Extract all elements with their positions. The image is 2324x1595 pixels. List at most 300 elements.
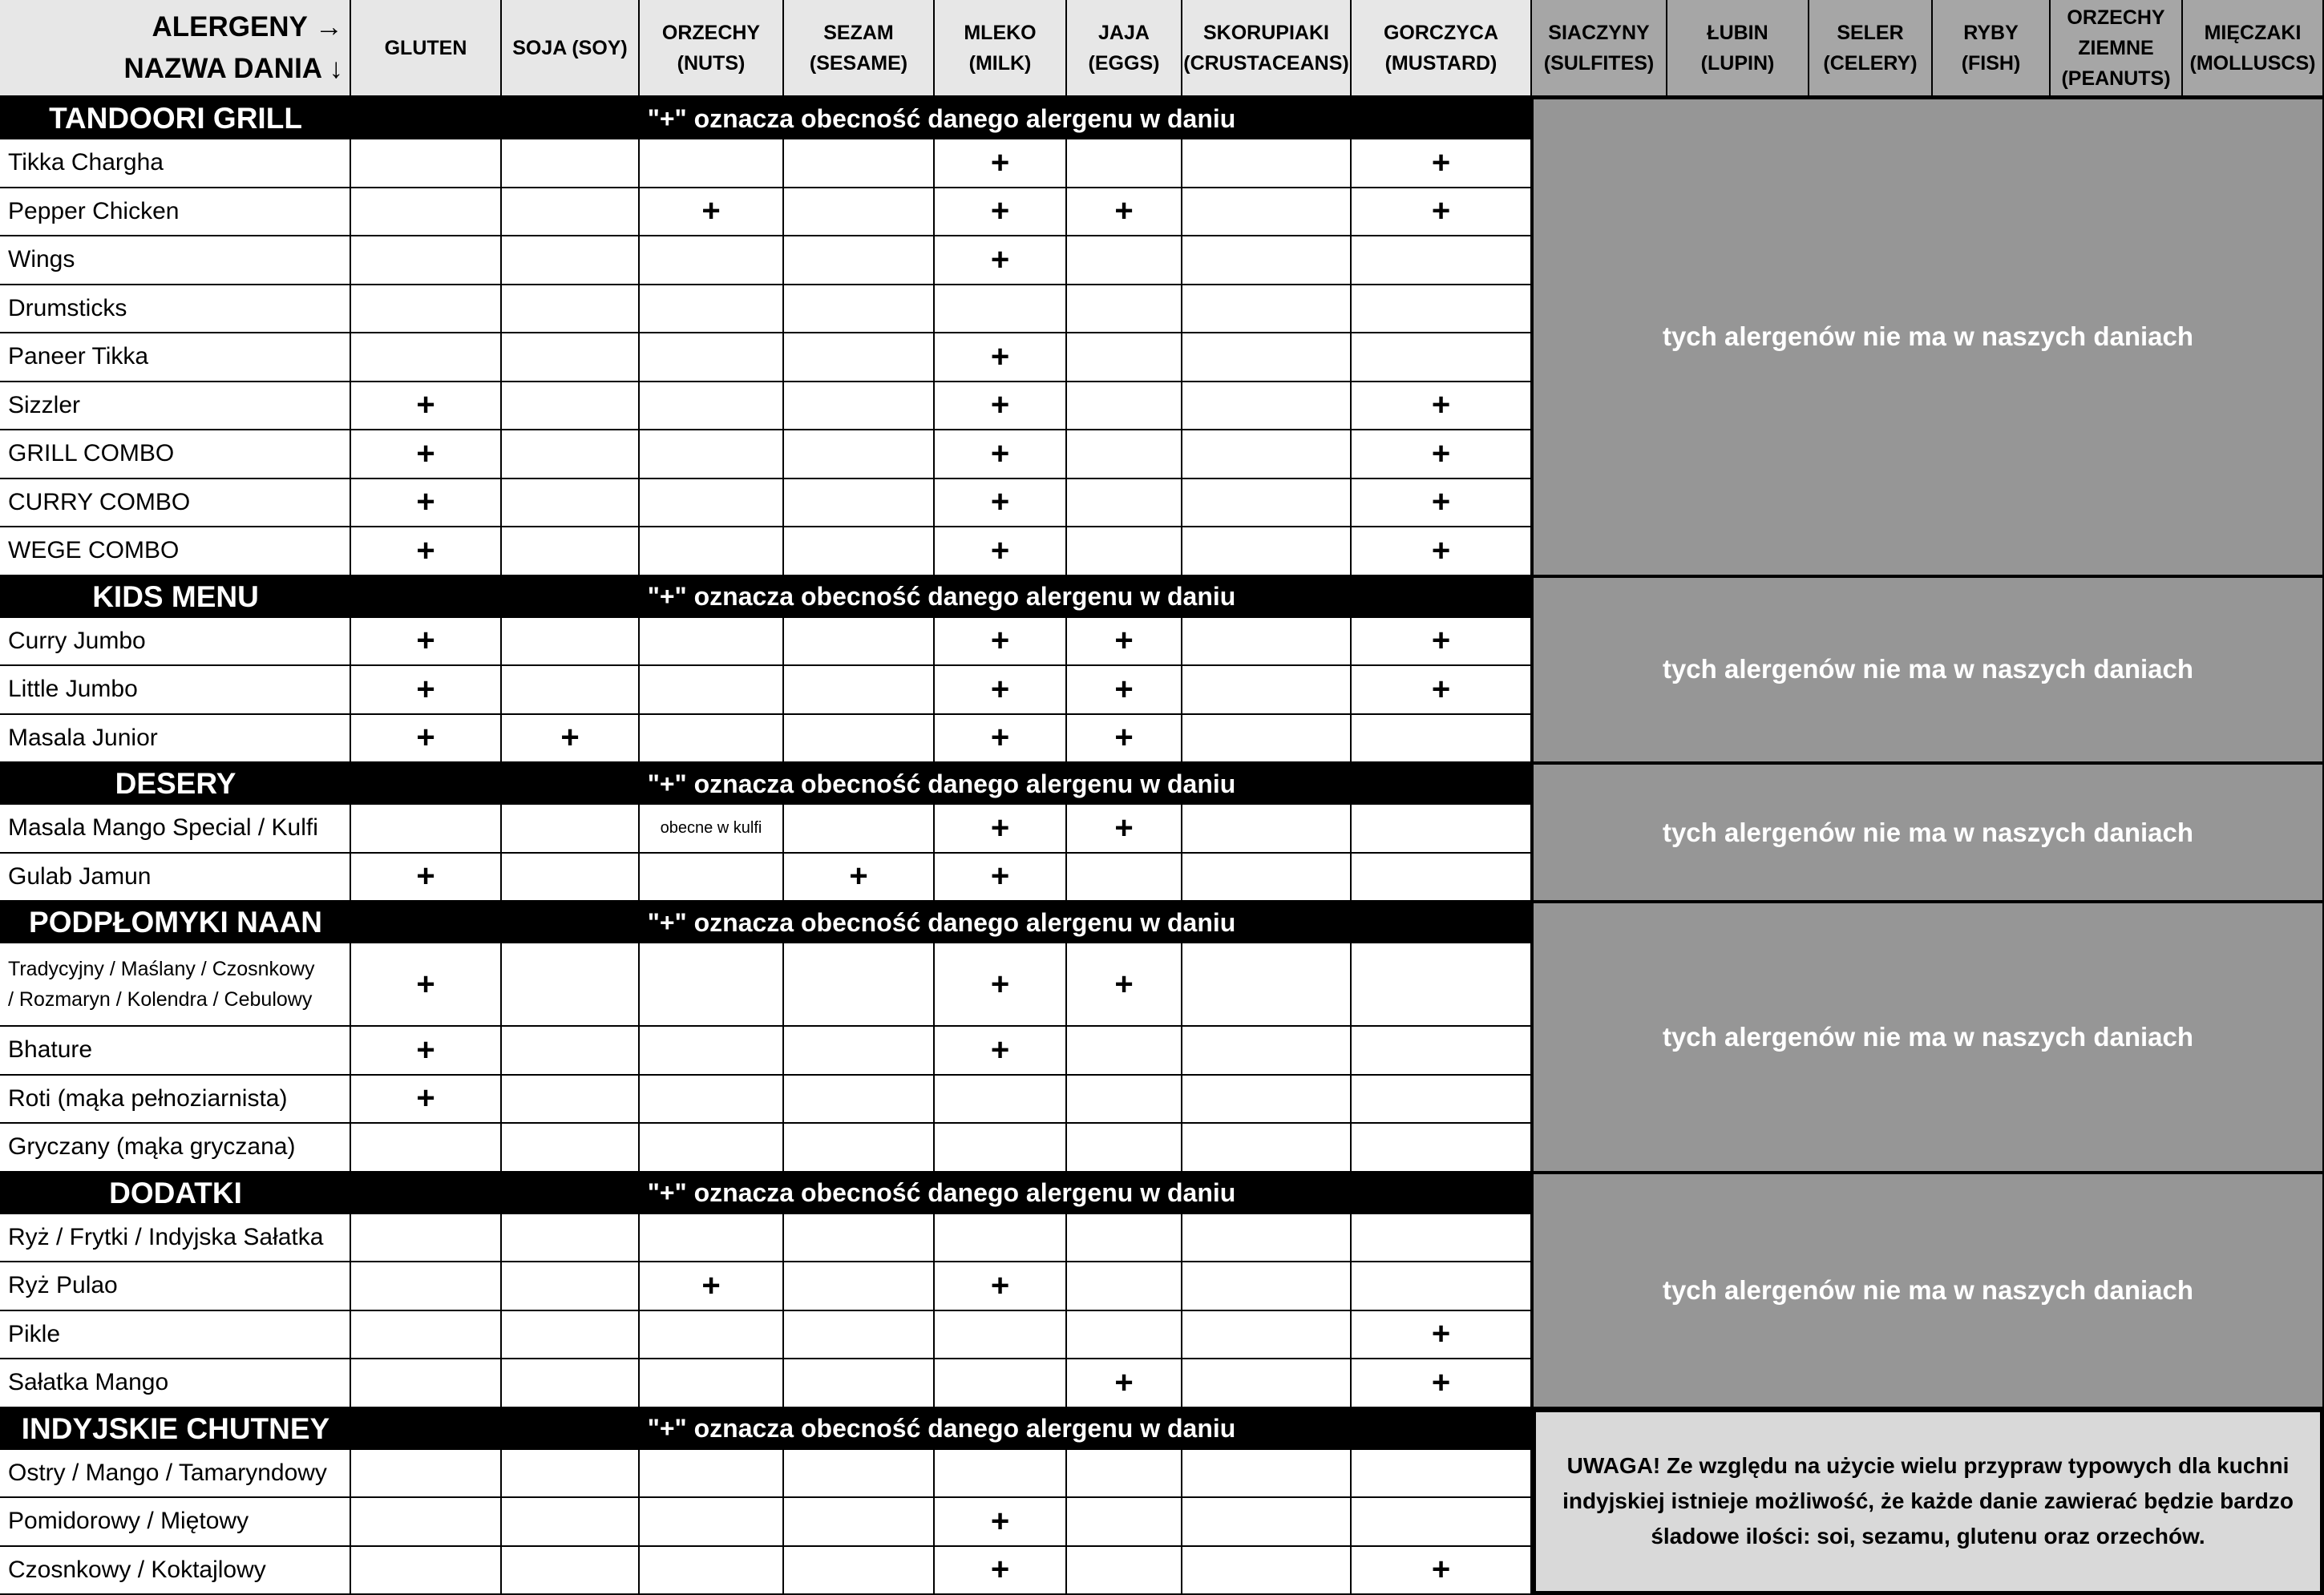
allergen-cell xyxy=(784,188,935,237)
dish-name xyxy=(0,1214,351,1263)
allergen-name: GLUTEN xyxy=(385,37,467,59)
allergen-cell xyxy=(351,618,502,667)
allergen-name: JAJA xyxy=(1098,22,1150,44)
dish-name xyxy=(0,1450,351,1499)
allergen-cell xyxy=(640,666,784,715)
allergen-cell xyxy=(935,1547,1067,1595)
absent-allergens-text: tych alergenów nie ma w naszych daniach xyxy=(1663,654,2193,684)
allergen-cell xyxy=(640,1027,784,1076)
allergen-cell xyxy=(640,1076,784,1125)
absent-allergen-header-text xyxy=(1701,18,1775,79)
allergen-cell xyxy=(784,715,935,764)
allergen-mark: + xyxy=(991,858,1009,894)
allergen-name-en: (MILK) xyxy=(969,52,1032,75)
allergen-name-line: (LUPIN) xyxy=(1701,52,1775,75)
allergen-cell xyxy=(502,188,640,237)
allergen-cell xyxy=(784,805,935,854)
allergen-mark: + xyxy=(1432,1365,1450,1401)
allergen-cell xyxy=(502,618,640,667)
dish-name xyxy=(0,943,351,1027)
allergen-cell xyxy=(1352,1214,1532,1263)
dish-name-text: Curry Jumbo xyxy=(8,628,146,655)
allergen-cell xyxy=(351,1076,502,1125)
dish-name xyxy=(0,1027,351,1076)
allergen-cell xyxy=(1182,618,1352,667)
dish-name xyxy=(0,715,351,764)
allergen-cell xyxy=(1067,236,1182,285)
allergen-cell xyxy=(1182,805,1352,854)
absent-allergens-text: tych alergenów nie ma w naszych daniach xyxy=(1663,818,2193,848)
allergen-cell xyxy=(1352,666,1532,715)
allergen-cell xyxy=(1067,527,1182,576)
allergen-cell xyxy=(1352,1498,1532,1547)
dish-name-text: Ostry / Mango / Tamaryndowy xyxy=(8,1460,327,1487)
absent-allergens-text: tych alergenów nie ma w naszych daniach xyxy=(1663,1022,2193,1052)
allergen-cell xyxy=(640,236,784,285)
allergen-cell xyxy=(351,1547,502,1595)
dish-name-text: Czosnkowy / Koktajlowy xyxy=(8,1557,266,1584)
allergen-cell xyxy=(1352,1124,1532,1173)
dish-name xyxy=(0,382,351,431)
absent-allergen-header-text xyxy=(2061,2,2170,94)
allergen-cell xyxy=(1182,333,1352,382)
allergen-cell xyxy=(1352,1076,1532,1125)
allergen-header xyxy=(1182,0,1352,98)
allergen-cell xyxy=(351,430,502,479)
allergen-name: SEZAM xyxy=(823,22,894,44)
allergen-mark: + xyxy=(1432,1552,1450,1588)
section-title-text: KIDS MENU xyxy=(92,580,259,614)
dish-name-text: Bhature xyxy=(8,1036,92,1064)
allergen-cell xyxy=(502,430,640,479)
allergen-cell xyxy=(351,1450,502,1499)
allergen-cell xyxy=(784,333,935,382)
allergen-cell xyxy=(351,854,502,902)
allergen-cell xyxy=(935,1450,1067,1499)
dish-name xyxy=(0,1311,351,1360)
allergen-cell xyxy=(351,1311,502,1360)
allergen-mark: + xyxy=(1114,1365,1133,1401)
allergen-cell xyxy=(1182,715,1352,764)
allergen-header-text xyxy=(1089,18,1160,79)
allergen-mark: + xyxy=(1114,810,1133,846)
dish-name-text: Sizzler xyxy=(8,392,80,419)
allergen-name: GORCZYCA xyxy=(1384,22,1498,44)
allergen-cell xyxy=(1352,1450,1532,1499)
allergen-cell xyxy=(935,1262,1067,1311)
absent-allergens-block xyxy=(1532,576,2324,764)
allergen-cell xyxy=(1182,430,1352,479)
allergen-cell xyxy=(1352,527,1532,576)
allergen-mark: + xyxy=(1114,672,1133,708)
section-legend-text: "+" oznacza obecność danego alergenu w daniu xyxy=(648,582,1236,612)
allergen-header xyxy=(640,0,784,98)
allergen-cell xyxy=(1182,139,1352,188)
allergen-cell xyxy=(640,1124,784,1173)
allergen-cell xyxy=(1067,1124,1182,1173)
allergen-cell xyxy=(640,618,784,667)
allergen-cell xyxy=(351,236,502,285)
allergen-cell xyxy=(1182,1450,1352,1499)
allergen-cell xyxy=(1352,236,1532,285)
allergen-mark: + xyxy=(991,1504,1009,1540)
allergen-cell xyxy=(1067,618,1182,667)
allergen-cell xyxy=(351,527,502,576)
allergen-cell xyxy=(935,1124,1067,1173)
allergen-cell xyxy=(935,236,1067,285)
allergen-cell xyxy=(784,618,935,667)
allergen-cell xyxy=(640,715,784,764)
dish-name-text: Paneer Tikka xyxy=(8,343,148,370)
allergens-axis-label: ALERGENY → xyxy=(152,6,343,48)
allergen-cell xyxy=(640,854,784,902)
dish-name-text: CURRY COMBO xyxy=(8,489,190,516)
allergen-cell xyxy=(1182,382,1352,431)
allergen-cell xyxy=(1182,188,1352,237)
allergen-cell xyxy=(784,430,935,479)
allergen-cell xyxy=(351,1359,502,1408)
allergen-mark: + xyxy=(416,436,434,472)
allergen-cell xyxy=(1352,285,1532,334)
absent-allergens-text: tych alergenów nie ma w naszych daniach xyxy=(1663,321,2193,352)
allergen-cell xyxy=(1182,1498,1352,1547)
allergen-mark: + xyxy=(701,1268,720,1304)
allergen-cell xyxy=(640,333,784,382)
allergen-cell xyxy=(1352,1262,1532,1311)
allergen-cell xyxy=(1067,285,1182,334)
dish-name-text: Pepper Chicken xyxy=(8,198,179,225)
allergen-cell xyxy=(935,805,1067,854)
allergen-cell xyxy=(784,1547,935,1595)
absent-allergen-header-text xyxy=(1823,18,1917,79)
allergen-cell xyxy=(935,1076,1067,1125)
allergen-cell xyxy=(1182,1262,1352,1311)
allergen-cell xyxy=(935,1359,1067,1408)
allergen-mark: + xyxy=(991,1552,1009,1588)
allergen-cell xyxy=(502,1262,640,1311)
allergen-cell xyxy=(784,1124,935,1173)
allergen-mark: + xyxy=(991,193,1009,229)
allergen-mark: + xyxy=(991,145,1009,181)
allergen-cell xyxy=(640,139,784,188)
allergen-cell xyxy=(784,1450,935,1499)
allergen-mark: + xyxy=(991,387,1009,423)
allergen-cell xyxy=(502,285,640,334)
allergen-mark: + xyxy=(1432,533,1450,569)
absent-allergens-block xyxy=(1532,763,2324,902)
allergen-name-line: (MOLLUSCS) xyxy=(2190,52,2316,75)
absent-allergen-header xyxy=(1667,0,1809,98)
dish-name-text: Gulab Jamun xyxy=(8,863,151,890)
allergen-cell xyxy=(1182,236,1352,285)
dish-name xyxy=(0,285,351,334)
allergen-header-text xyxy=(810,18,907,79)
absent-allergen-header xyxy=(1532,0,1667,98)
allergen-cell xyxy=(1067,1076,1182,1125)
allergen-cell xyxy=(351,943,502,1027)
dish-name-line: / Rozmaryn / Kolendra / Cebulowy xyxy=(8,988,312,1011)
allergen-name: MIĘCZAKI xyxy=(2205,22,2302,44)
allergen-cell xyxy=(935,382,1067,431)
allergen-cell xyxy=(1182,1076,1352,1125)
allergen-cell xyxy=(1067,188,1182,237)
allergen-name-en: (EGGS) xyxy=(1089,52,1160,75)
allergen-header xyxy=(935,0,1067,98)
allergen-mark: + xyxy=(1432,1316,1450,1352)
allergen-cell xyxy=(1182,854,1352,902)
allergen-mark: + xyxy=(991,810,1009,846)
allergen-mark: + xyxy=(416,484,434,520)
warning-box xyxy=(1532,1408,2324,1595)
allergen-header-text xyxy=(1183,18,1348,79)
section-title xyxy=(0,576,351,618)
section-title xyxy=(0,902,351,943)
allergen-cell xyxy=(1067,1359,1182,1408)
allergen-cell xyxy=(1067,1027,1182,1076)
allergen-cell xyxy=(502,943,640,1027)
allergen-cell xyxy=(1067,382,1182,431)
allergen-cell xyxy=(1182,1027,1352,1076)
allergen-cell xyxy=(502,479,640,528)
allergen-cell xyxy=(351,715,502,764)
allergen-name-line: (SULFITES) xyxy=(1544,52,1655,75)
allergen-mark: + xyxy=(1432,484,1450,520)
allergen-cell xyxy=(502,333,640,382)
allergen-cell xyxy=(784,943,935,1027)
allergen-cell xyxy=(640,479,784,528)
section-legend xyxy=(351,98,1532,139)
dish-name-text: Roti (mąka pełnoziarnista) xyxy=(8,1085,287,1112)
allergen-cell xyxy=(1182,285,1352,334)
allergen-cell xyxy=(784,666,935,715)
dish-name xyxy=(0,139,351,188)
dish-name-line: Tradycyjny / Maślany / Czosnkowy xyxy=(8,958,315,980)
allergen-cell xyxy=(1182,527,1352,576)
section-legend xyxy=(351,763,1532,805)
allergen-mark: + xyxy=(416,967,434,1003)
allergen-cell xyxy=(1067,805,1182,854)
allergen-cell xyxy=(1182,1547,1352,1595)
allergen-mark: + xyxy=(1432,193,1450,229)
allergen-cell xyxy=(1067,1450,1182,1499)
allergen-cell xyxy=(935,430,1067,479)
allergen-mark: + xyxy=(416,387,434,423)
section-legend xyxy=(351,902,1532,943)
allergen-header xyxy=(784,0,935,98)
header-corner xyxy=(0,0,351,98)
allergen-cell xyxy=(640,1498,784,1547)
allergen-mark: + xyxy=(416,623,434,659)
allergen-cell xyxy=(640,1359,784,1408)
allergen-cell xyxy=(784,1262,935,1311)
allergen-mark: + xyxy=(1114,623,1133,659)
dish-name xyxy=(0,805,351,854)
allergen-cell xyxy=(1067,430,1182,479)
allergen-mark: + xyxy=(1432,387,1450,423)
allergen-cell xyxy=(351,333,502,382)
allergen-cell xyxy=(502,805,640,854)
allergen-name: SOJA (SOY) xyxy=(512,37,628,59)
allergen-cell xyxy=(935,479,1067,528)
allergen-cell xyxy=(784,1498,935,1547)
allergen-name-en: (CRUSTACEANS) xyxy=(1183,52,1348,75)
section-legend xyxy=(351,1408,1532,1450)
dish-name-text: Gryczany (mąka gryczana) xyxy=(8,1133,295,1161)
allergen-name: ŁUBIN xyxy=(1707,22,1768,44)
allergen-header xyxy=(1352,0,1532,98)
dish-name xyxy=(0,430,351,479)
allergen-cell xyxy=(935,943,1067,1027)
absent-allergen-header xyxy=(2051,0,2183,98)
allergen-cell xyxy=(784,527,935,576)
allergen-cell xyxy=(935,1498,1067,1547)
allergen-cell xyxy=(640,1311,784,1360)
allergen-cell xyxy=(935,527,1067,576)
allergen-cell xyxy=(502,1450,640,1499)
allergen-note: obecne w kulfi xyxy=(661,819,762,838)
dish-name-text: Little Jumbo xyxy=(8,676,138,703)
allergen-cell xyxy=(1352,1547,1532,1595)
absent-allergen-header xyxy=(1809,0,1933,98)
dish-name xyxy=(0,188,351,237)
dish-name xyxy=(0,479,351,528)
allergen-cell xyxy=(935,1214,1067,1263)
allergen-cell xyxy=(1067,1498,1182,1547)
allergen-cell xyxy=(640,1262,784,1311)
allergen-name: SELER xyxy=(1837,22,1903,44)
dish-name-text: Sałatka Mango xyxy=(8,1369,168,1396)
dish-name xyxy=(0,1547,351,1595)
allergen-cell xyxy=(502,527,640,576)
dish-name xyxy=(0,527,351,576)
allergen-cell xyxy=(502,1359,640,1408)
allergen-cell xyxy=(502,854,640,902)
allergen-cell xyxy=(640,1450,784,1499)
allergen-name: SKORUPIAKI xyxy=(1203,22,1329,44)
allergen-mark: + xyxy=(1114,720,1133,756)
allergen-mark: + xyxy=(991,1032,1009,1068)
allergen-mark: + xyxy=(416,858,434,894)
allergen-cell xyxy=(351,1498,502,1547)
allergen-cell xyxy=(935,715,1067,764)
allergen-cell xyxy=(1182,1311,1352,1360)
allergen-cell xyxy=(351,1027,502,1076)
allergen-mark: + xyxy=(416,672,434,708)
dish-name-text: Drumsticks xyxy=(8,295,127,322)
allergen-mark: + xyxy=(991,242,1009,278)
allergen-cell xyxy=(1352,188,1532,237)
allergen-cell xyxy=(351,382,502,431)
allergen-cell xyxy=(502,382,640,431)
allergen-cell xyxy=(784,1076,935,1125)
allergen-cell xyxy=(935,618,1067,667)
allergen-cell xyxy=(1182,943,1352,1027)
allergen-mark: + xyxy=(416,1080,434,1116)
allergen-mark: + xyxy=(991,339,1009,375)
allergen-cell xyxy=(784,382,935,431)
allergen-cell xyxy=(1352,715,1532,764)
absent-allergens-block xyxy=(1532,1173,2324,1408)
allergen-cell xyxy=(784,479,935,528)
allergen-header xyxy=(351,0,502,98)
allergen-name: MLEKO xyxy=(964,22,1036,44)
allergen-cell xyxy=(784,854,935,902)
allergen-cell xyxy=(1352,139,1532,188)
allergen-cell xyxy=(935,285,1067,334)
allergen-cell xyxy=(1182,666,1352,715)
allergen-cell xyxy=(351,805,502,854)
allergen-cell xyxy=(784,139,935,188)
dish-name xyxy=(0,1124,351,1173)
dish-name-text: Wings xyxy=(8,246,75,273)
allergen-cell xyxy=(1067,715,1182,764)
section-legend-text: "+" oznacza obecność danego alergenu w daniu xyxy=(648,769,1236,799)
allergen-cell xyxy=(784,236,935,285)
allergen-cell xyxy=(640,943,784,1027)
section-legend-text: "+" oznacza obecność danego alergenu w daniu xyxy=(648,1178,1236,1208)
allergen-cell xyxy=(502,715,640,764)
absent-allergen-header xyxy=(2183,0,2324,98)
allergen-cell xyxy=(1067,1214,1182,1263)
allergen-mark: + xyxy=(416,1032,434,1068)
allergen-name-line: (FISH) xyxy=(1962,52,2021,75)
allergen-cell xyxy=(502,236,640,285)
section-legend xyxy=(351,576,1532,618)
allergen-cell xyxy=(351,188,502,237)
dish-name xyxy=(0,1262,351,1311)
allergen-header-text xyxy=(1384,18,1498,79)
allergen-cell xyxy=(1182,1124,1352,1173)
allergen-mark: + xyxy=(1432,623,1450,659)
allergen-mark: + xyxy=(416,720,434,756)
allergen-cell xyxy=(351,1214,502,1263)
allergen-cell xyxy=(1352,1311,1532,1360)
allergen-cell xyxy=(784,1214,935,1263)
allergen-header-text xyxy=(662,18,760,79)
allergen-cell xyxy=(640,382,784,431)
dish-name xyxy=(0,236,351,285)
allergen-cell xyxy=(1352,479,1532,528)
allergen-cell xyxy=(1182,1359,1352,1408)
absent-allergens-text: tych alergenów nie ma w naszych daniach xyxy=(1663,1275,2193,1306)
section-title xyxy=(0,1408,351,1450)
section-title xyxy=(0,98,351,139)
allergen-name: ORZECHY xyxy=(662,22,760,44)
dish-name-text: Tikka Chargha xyxy=(8,149,164,176)
allergen-cell xyxy=(935,854,1067,902)
allergen-cell xyxy=(351,1262,502,1311)
allergen-header-text xyxy=(385,33,467,63)
allergen-cell xyxy=(1067,1262,1182,1311)
dish-name-text: Masala Mango Special / Kulfi xyxy=(8,814,318,842)
allergen-cell xyxy=(935,139,1067,188)
section-legend xyxy=(351,1173,1532,1214)
dishes-axis-label: NAZWA DANIA ↓ xyxy=(124,48,344,90)
dish-name-text: Ryż / Frytki / Indyjska Sałatka xyxy=(8,1224,323,1251)
absent-allergen-header xyxy=(1933,0,2051,98)
allergen-cell xyxy=(1352,1359,1532,1408)
allergen-cell xyxy=(935,188,1067,237)
allergen-mark: + xyxy=(701,193,720,229)
allergen-cell xyxy=(1352,805,1532,854)
section-title-text: TANDOORI GRILL xyxy=(49,102,302,135)
allergen-cell xyxy=(1182,1214,1352,1263)
allergen-cell xyxy=(1067,479,1182,528)
allergen-cell xyxy=(1352,430,1532,479)
allergen-cell xyxy=(1067,943,1182,1027)
allergen-cell xyxy=(784,1359,935,1408)
allergen-cell xyxy=(640,188,784,237)
